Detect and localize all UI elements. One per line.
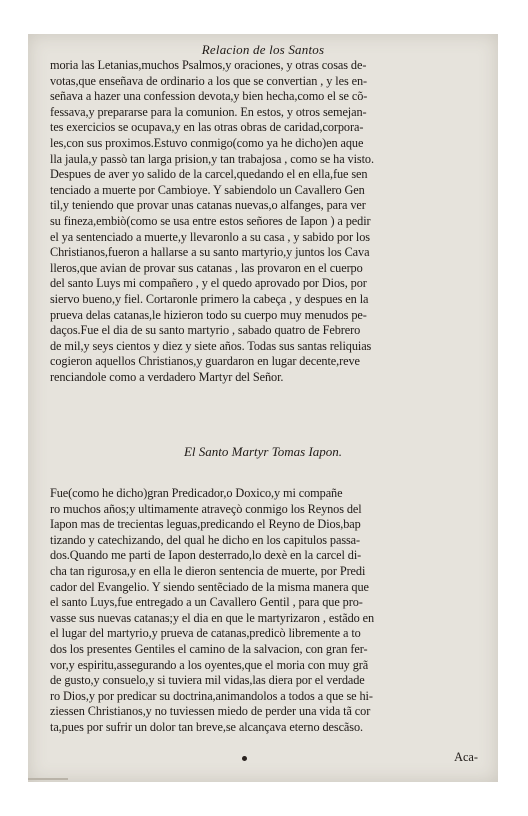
- text-line: señava a hazer una confession devota,y bien hecha,como el se cõ-: [50, 89, 368, 104]
- text-line: cador del Evangelio. Y siendo sentẽciado de la misma manera que: [50, 579, 369, 594]
- text-line: siervo bueno,y fiel. Cortaronle primero la cabeça , y despues en la: [50, 291, 369, 306]
- text-line: tizando y catechizando, del qual he dicho en los capitulos passa-: [50, 532, 361, 547]
- book-page: [28, 34, 498, 782]
- text-line: ro muchos años;y ultimamente atraveçò conmigo los Reynos del: [50, 501, 362, 516]
- text-line: votas,que enseñava de ordinario a los que se convertian , y les en-: [50, 73, 368, 88]
- page-edge-mark: [28, 778, 68, 780]
- text-line: su fineza,embiò(como se usa entre estos señores de Iapon ) a pedir: [50, 213, 371, 228]
- catchword: Aca-: [454, 750, 478, 764]
- text-line: dos los presentes Gentiles el camino de la salvacion, con gran fer-: [50, 641, 368, 656]
- text-line: del santo Luys mi compañero , y el quedo aprovado por Dios, por: [50, 276, 367, 291]
- text-line: tes exercicios se ocupava,y en las otras obras de caridad,corpora-: [50, 120, 364, 135]
- text-line: les,con sus proximos.Estuvo conmigo(como ya he dicho)en aque: [50, 135, 364, 150]
- text-line: cogieron aquellos Christianos,y guardaron en lugar decente,reve: [50, 354, 360, 369]
- text-line: ta,pues por sufrir un dolor tan breve,se alcançava eterno descãso.: [50, 719, 363, 734]
- text-line: Iapon mas de trecientas leguas,predicando el Reyno de Dios,bap: [50, 517, 361, 532]
- text-line: lleros,que avian de provar sus catanas , las provaron en el cuerpo: [50, 260, 363, 275]
- text-line: el santo Luys,fue entregado a un Cavallero Gentil , para que pro-: [50, 595, 363, 610]
- text-line: lla jaula,y passò tan larga prision,y tan trabajosa , como se ha visto.: [50, 151, 374, 166]
- text-line: Fue(como he dicho)gran Predicador,o Doxico,y mi compañe: [50, 486, 343, 500]
- text-line: dos.Quando me parti de Iapon desterrado,lo dexè en la carcel di-: [50, 548, 362, 563]
- text-line: Christianos,fueron a hallarse a su santo martyrio,y juntos los Cava: [50, 245, 370, 260]
- text-line: renciandole como a verdadero Martyr del Señor.: [50, 369, 284, 384]
- text-line: prueva delas catanas,le hizieron todo su cuerpo muy menudos pe-: [50, 307, 367, 322]
- text-line: tenciado a muerte por Cambioye. Y sabiendolo un Cavallero Gen: [50, 182, 365, 197]
- text-line: ro Dios,y por predicar su doctrina,animandolos a todos a que se hi-: [50, 688, 373, 703]
- text-block-luys: [50, 58, 480, 385]
- running-header: Relacion de los Santos: [201, 42, 325, 57]
- text-line: til,y teniendo que provar unas catanas nuevas,o alfanges, para ver: [50, 198, 366, 213]
- text-line: vasse sus nuevas catanas;y el dia en que le martyrizaron , estãdo en: [50, 610, 375, 625]
- text-line: moria las Letanias,muchos Psalmos,y oraciones, y otras cosas de-: [50, 58, 367, 72]
- text-line: cha tan rigurosa,y en ella le dieron sentencia de muerte, por Predi: [50, 563, 366, 578]
- text-line: fessava,y prepararse para la comunion. En estos, y otros semejan-: [50, 104, 367, 119]
- text-line: de gusto,y consuelo,y si tuviera mil vidas,las diera por el verdade: [50, 673, 365, 688]
- section-title: El Santo Martyr Tomas Iapon.: [183, 444, 343, 459]
- text-block-tomas: [50, 486, 480, 736]
- text-line: de mil,y seys cientos y diez y siete años. Todas sus santas reliquias: [50, 338, 372, 353]
- text-line: ziessen Christianos,y no tuviessen miedo de perder una vida tã cor: [50, 704, 371, 719]
- text-line: el ya sentenciado a muerte,y llevaronlo a su casa , y sabido por los: [50, 229, 370, 244]
- ink-dot-ornament: [242, 756, 247, 761]
- text-line: Despues de aver yo salido de la carcel,quedando el en ella,fue sen: [50, 167, 368, 182]
- text-line: vor,y espiritu,assegurando a los oyentes,que el moria con muy grã: [50, 657, 369, 672]
- text-line: el lugar del martyrio,y prueva de catanas,predicò libremente a to: [50, 626, 361, 641]
- text-line: daços.Fue el dia de su santo martyrio , sabado quatro de Febrero: [50, 323, 361, 338]
